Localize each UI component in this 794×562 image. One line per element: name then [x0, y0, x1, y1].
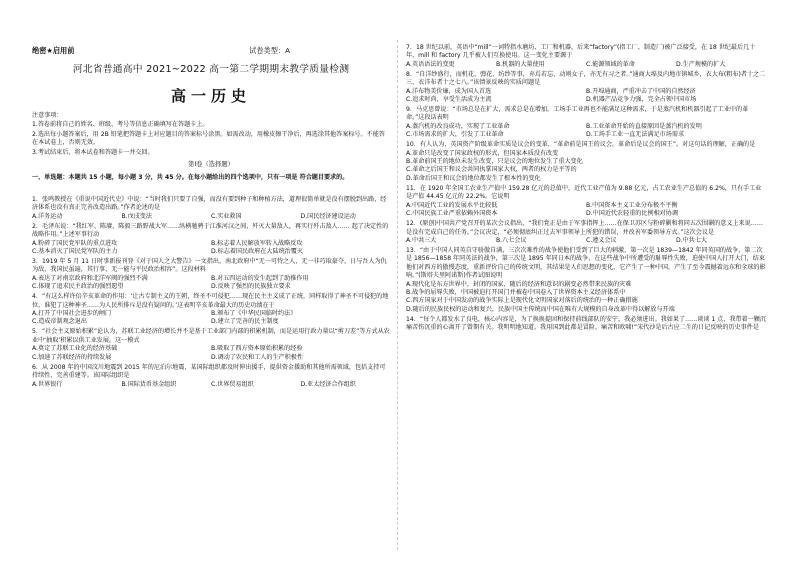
- answer-option: B.工业革命开始的直接原因是蒸汽机的发明: [586, 122, 702, 130]
- answer-option: B.机器的大量使用: [496, 60, 545, 68]
- answer-option: A.洋布物美价廉，成为国人首选: [406, 87, 492, 95]
- answer-option: C.体现了追求民主政治的强烈愿望: [32, 283, 124, 291]
- answer-option: D.反映了强烈的民族独立要求: [211, 283, 291, 291]
- answer-option: A.世界银行: [32, 380, 63, 388]
- answer-option: D.亚太经济合作组织: [300, 380, 356, 388]
- question: [406, 141, 766, 183]
- answer-option: A.表达了对南京政府和北洋军阀的强烈不满: [32, 274, 148, 282]
- answer-option: C.实业救国: [211, 212, 242, 220]
- question-stem: 9．马克思曾说：“市场总是在扩大，需求总是在增加。工场手工业再也不能满足这种需求，于是蒸汽机和机器引起了工业中的革命。”这段话表明: [406, 106, 749, 122]
- part-heading: 第Ⅰ卷（选择题）: [188, 161, 234, 168]
- question-stem: 7．18 世纪以前，英语中“mill”一词特指水磨坊、工厂和机器，后来“factory”(指工厂、制造厂)被广泛接受，在 18 世纪最后几十年，mill 和 factory 几乎被人们互换使用。这一变化主要源于: [406, 44, 756, 60]
- answer-option: A.现代化是东方世界中，封闭的国家、随后的经济和意识的剧变必然带来民族的灾难: [406, 280, 632, 288]
- question-stem: 14．“每个人都发水了良电，核心内容是，为了换换提固和保持前线部队的安宁，我必须进出。我如果了……谈谈 1 点，我带着一颗沉痛苦伤沉重的心离开了曾期有关。我明明地知道。我用国到此都是冒险、痛苦和欧啸!”宋代沙是后古应二生的日记反映的历史事件是: [406, 315, 766, 332]
- answer-option: A.洋务运动: [32, 212, 63, 220]
- answer-option: A.打开了中国社会进步的闸门: [32, 310, 112, 318]
- answer-option: C.基本消灭了国民党军队的主力: [32, 248, 118, 256]
- question: [32, 364, 390, 389]
- answer-option: D.国民经济建设运动: [300, 212, 356, 220]
- answer-option: C.加速了苏联经济的持续发展: [32, 353, 112, 361]
- answer-option: D.中国近代农轻重的比例相对协调: [586, 210, 678, 218]
- answer-option: B.八七会议: [496, 236, 527, 244]
- question-options: [32, 310, 390, 327]
- question-options: [32, 381, 390, 389]
- answer-option: A.革命只是改变了国家政权的形式，但国家本质没有改变: [406, 149, 559, 157]
- question-stem: 10．有人认为，英国资产阶级革命实质是议会的变革，“革命前是国王的议会，革命后是议会的国王”。对这句话的理解，正确的是: [406, 141, 756, 149]
- answer-option: B.戊戌变法: [121, 212, 152, 220]
- question: [32, 223, 390, 257]
- question: [406, 106, 766, 140]
- answer-option: B.国际货币基金组织: [121, 380, 177, 388]
- question: [32, 196, 390, 221]
- answer-option: C.中国民族工业严重依赖外国资本: [406, 210, 498, 218]
- answer-option: D.生产规模的扩大: [676, 60, 726, 68]
- answer-option: C.市场需求的扩大，引发了工业革命: [406, 131, 504, 139]
- answer-option: B.对五四运动的发生起到了助推作用: [211, 274, 309, 282]
- answer-option: D.标志着国民政府在大陆统治覆灭: [211, 248, 303, 256]
- answer-option: C.追求时尚，享受生活成为主流: [406, 96, 492, 104]
- answer-option: A.奠定了苏联工业化的经济基础: [32, 345, 118, 353]
- question: [406, 71, 766, 105]
- answer-option: B.开埠通商，严重冲击了中国的自然经济: [586, 87, 696, 95]
- notes-heading: 注意事项：: [32, 112, 63, 119]
- question: [406, 220, 766, 245]
- answer-option: D.中共七大: [676, 236, 708, 244]
- answer-option: C.造成帝制观念退出: [32, 318, 87, 326]
- paper-type-label: 试卷类型：A: [249, 46, 290, 55]
- answer-option: A.英语语法的变更: [406, 60, 455, 68]
- question-options: [406, 281, 766, 315]
- answer-option: D.工场手工业一直无法满足市场需求: [586, 131, 685, 139]
- question-stem: 3．1919 年 5 月 11 日时事新报刊登《对于国人之大警告》一文指出，南北政府中“无一可恃之人，无一非巧取豪夺，日与吾人为仇为敌，我国民虽遍，其行事，无一能与平民政治相容”。这段材料: [32, 258, 387, 274]
- question-options: [406, 88, 766, 105]
- question: [32, 328, 390, 362]
- answer-option: D.随后的民族民权的运动和复兴，民族中国主传统而中国在唯有大规模的自身改革中得以解放与开端: [406, 305, 675, 313]
- answer-option: B.革命前国王的地位未发生改变，只是议会的地位发生了重大变化: [406, 158, 583, 166]
- note-item: 1.答卷前将自己的姓名、班级、考号等信息正确填写在答题卡上。: [32, 121, 209, 129]
- answer-option: D.建立了完善的民主制度: [211, 318, 279, 326]
- answer-option: D.调动了农民和工人的生产积极性: [211, 353, 303, 361]
- question-options: [406, 237, 766, 245]
- question: [406, 316, 766, 333]
- note-item: 2.选出每小题答案后，用 2B 铅笔把答题卡上对应题目的答案标号涂黑。如需改动，用橡皮擦干净后，再选涂其他答案标号。不能答在本试卷上，否则无效。: [32, 130, 385, 147]
- section-instructions: 一、单选题：本题共 15 小题，每小题 3 分，共 45 分。在每小题给出的四个选项中，只有一项是 符合题目要求的。: [32, 174, 349, 181]
- right-question-list: [406, 44, 766, 334]
- answer-option: D.机器产品竞争力强，完全占领中国市场: [586, 96, 697, 104]
- question: [32, 293, 390, 327]
- question-stem: 6．从 2008 年的中国汶川地震到 2015 年的尼泊尔地震，某国际组织都及时伸出援手，提供资金援助和其他所需领域，包括支持可持续性、完善重建等。该国际组织是: [32, 363, 386, 380]
- question-options: [32, 240, 390, 257]
- answer-option: C.能源领域的革命: [586, 60, 635, 68]
- question-options: [32, 213, 390, 221]
- subject-title: 高一历史: [170, 87, 251, 105]
- answer-option: D.革命后国王和议会的地位都发生了根本性的变化: [406, 174, 541, 182]
- question-stem: 4．“有这么样许倍辛亥革命的作用：‘让古专制主义的王朝，终圣不可侵犯……现在民主主义成了正统，同样取得了神圣不可侵犯的地位，谁犯了这种神圣……为人民所排斥是没有疑问的。’这表明辛亥革命最大的历史功绩在于: [32, 293, 389, 309]
- answer-option: A.粉碎了国民党军队的重点进攻: [32, 239, 118, 247]
- left-question-list: [32, 196, 390, 391]
- question: [406, 185, 766, 219]
- question: [406, 44, 766, 69]
- answer-option: C.世界贸易组织: [211, 380, 254, 388]
- question-options: [406, 61, 766, 69]
- question-stem: 2．毛泽东说：“我红军、陈赓、陈毅三路野战大军……纵横驰骋于江淮河汉之间，歼灭大量敌人，再实行歼击敌人…… 起了决定性的战略作用。”上述军事行动: [32, 222, 389, 239]
- question-stem: 12．(原创)中国共产党召开的某次会议指出，“我们党正是由于军事指挥上……在保卫苏区与粉碎剿和将同五次围剿的意义上来说……是没有完成自己的任务。”会议决定，“必须彻底纠正过去军事领导上所犯的错误，并改善军委领导方式。”这次会议是: [406, 220, 763, 236]
- exam-title: 河北省普通高中 2021~2022 高一第二学期期末教学质量检测: [72, 64, 350, 75]
- answer-option: B.战争的屈辱失败，中国被迫打开国门并被卷中国卷入了世界资本主义经济体系中: [406, 288, 626, 296]
- answer-option: A.蒸汽机的改良成功，实现了工业革命: [406, 122, 510, 130]
- question-stem: 8．“自洋纱盛行，而机花、弹花、纺纱等事，弃焉若忘，动则女子，亦无有习之者。”通商大埠及内地市镇城乡，衣大布(粗布)者十之二三，衣洋布者十之七八。”该情景反映的实质问题是: [406, 70, 766, 87]
- question-options: [32, 345, 390, 362]
- question-stem: 13．“由于中国人同英自守骄傲自满，三次次难性的战争使他们受到了巨大的刺激，第一次是 1839—1842 年同英国的战争，第二次是 1856—1858 年同英法的战争，第三次是 1895 年同日本的战争，在这些战争中所遭受的耻辱性失败，迫使中国人打开大门，结束他们对西方的傲慢态度，重新评价自己的传统文明，其结果是人们思想的变化，它产生了一种中国，产生了至今震撼着远东和全球的影响。”(斯塔夫里阿诺斯)作者试图说明: [406, 246, 766, 280]
- answer-option: B.标志着人民解放军转入战略反攻: [211, 239, 303, 247]
- answer-option: B.颁布了《中华民国临时约法》: [211, 310, 297, 318]
- question-options: [32, 275, 390, 292]
- question-stem: 1．张鸣教授在《重说中国近代史》中说：“当时我们只要了自强，而没有要到种子和种植方法，道理很简单就是没有摆脱到出路，经济体系也没有真正完善改造出路。”作者论述的是: [32, 196, 387, 212]
- answer-option: A.中共三大: [406, 236, 437, 244]
- column-divider: [397, 40, 398, 550]
- question-stem: 11．在 1920 年全国工农业生产值中 159.28 亿元的总值中，近代工业产值为 9.88 亿元，占工农业生产总值的 6.2%，只有手工业是产值 44.45 亿元的 22.2%。它说明: [406, 184, 762, 201]
- answer-option: B.中国资本主义工业分布极不平衡: [586, 201, 678, 209]
- question-options: [406, 123, 766, 140]
- question: [406, 247, 766, 314]
- answer-option: C.革命之后国王和议会共同执掌国家大权，两者的权力是平等的: [406, 166, 577, 174]
- exam-header: [32, 46, 390, 58]
- question: [32, 258, 390, 292]
- note-item: 3.考试结束后，将本试卷和答题卡一并交回。: [32, 148, 154, 156]
- question-options: [406, 150, 766, 184]
- answer-option: C.西方国家对于中国发动的战争实际上是现代化文明国家对落后的统治的一种正确措施: [406, 297, 638, 305]
- answer-option: C.遵义会议: [586, 236, 617, 244]
- secret-label: 绝密★启用前: [32, 46, 75, 55]
- question-options: [406, 202, 766, 219]
- answer-option: B.吸取了西方资本原始积累的经验: [211, 345, 303, 353]
- answer-option: A.中国近代工业的发展水平比较低: [406, 201, 498, 209]
- question-stem: 5．“社会主义原始积累”论认为，苏联工业经济的增长并不是基于工业部门内部的积累机制，而是运用行政力量以“剪刀差”等方式从农业中‘抽取’积累以供工业发展。这一模式: [32, 328, 390, 344]
- exam-notes: [32, 112, 390, 158]
